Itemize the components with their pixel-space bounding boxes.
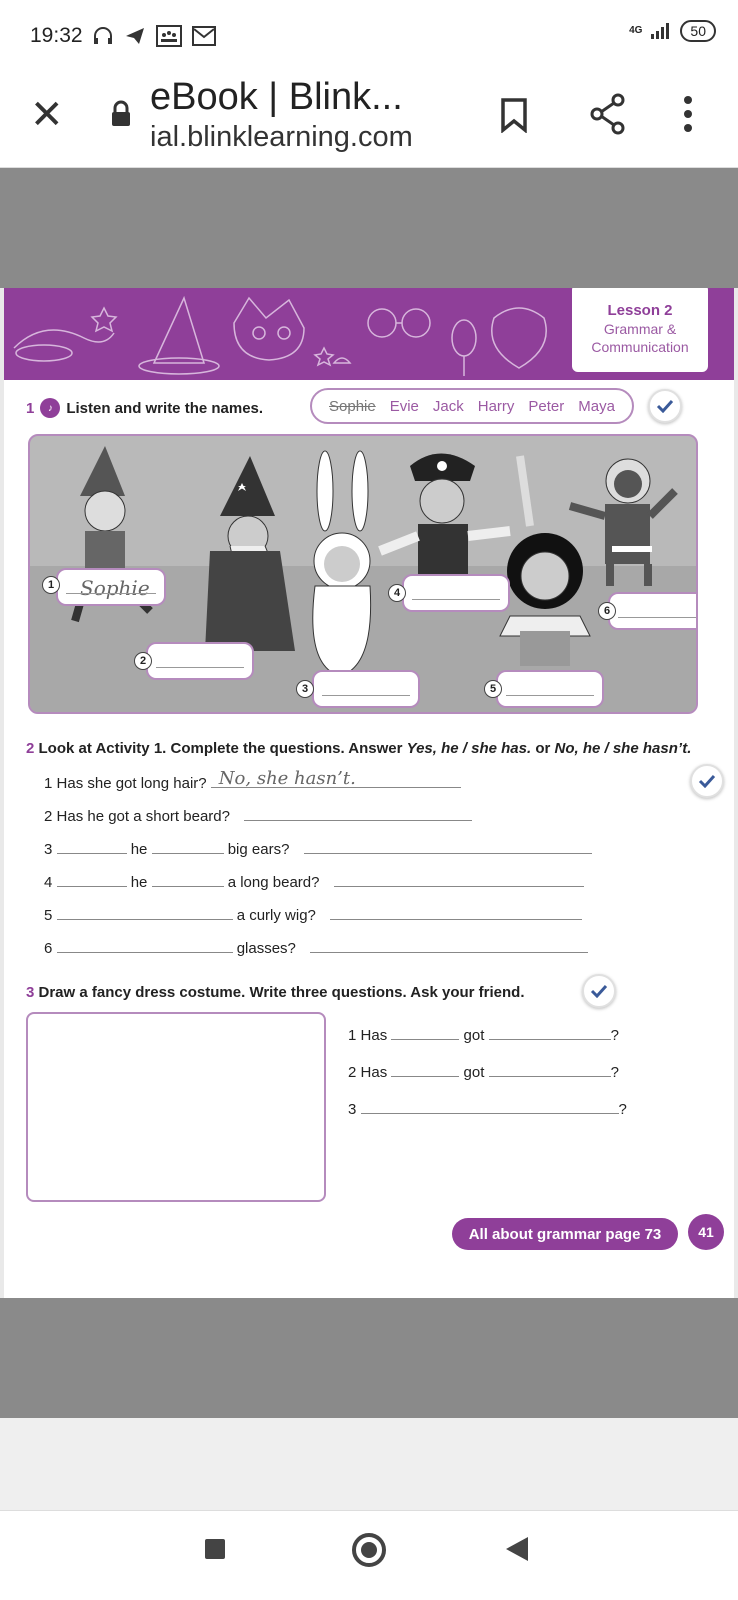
answer-box-1[interactable] xyxy=(56,568,166,606)
activity3-instruction: Draw a fancy dress costume. Write three questions. Ask your friend. xyxy=(38,984,525,1001)
activity2-check-button[interactable] xyxy=(690,764,724,798)
blank-verb[interactable] xyxy=(57,840,127,854)
back-button[interactable] xyxy=(506,1537,528,1561)
status-right xyxy=(629,20,716,42)
write-question-3 xyxy=(348,1100,627,1118)
signal-icon xyxy=(650,22,672,40)
box-number-6: 6 xyxy=(598,602,616,620)
question-text: Has he got a short beard? xyxy=(56,808,230,825)
more-options-icon[interactable] xyxy=(682,94,694,134)
network-type: 4G xyxy=(629,25,643,36)
answer-field-1[interactable] xyxy=(211,768,461,789)
question-mark: ? xyxy=(610,1064,619,1081)
gmail-icon xyxy=(192,26,216,46)
name-option: Peter xyxy=(528,397,565,415)
name-option: Jack xyxy=(432,397,464,415)
question-number: 1 xyxy=(348,1027,357,1044)
answer-1-handwritten: No, she hasn’t. xyxy=(218,768,356,789)
lesson-label-box xyxy=(572,288,708,372)
page-url[interactable]: ial.blinklearning.com xyxy=(150,121,413,153)
question-end: glasses? xyxy=(236,940,296,957)
status-bar xyxy=(0,0,738,70)
telegram-icon xyxy=(124,25,146,47)
box-number-3: 3 xyxy=(296,680,314,698)
blank-question[interactable] xyxy=(57,906,233,920)
activity1-check-button[interactable] xyxy=(648,389,682,423)
question-end: a long beard? xyxy=(227,874,320,891)
classroom-icon xyxy=(156,25,182,47)
answer-field-2[interactable] xyxy=(244,807,472,821)
activity3-heading xyxy=(26,984,525,1001)
browser-toolbar xyxy=(0,70,738,168)
answer-box-6[interactable] xyxy=(608,592,698,630)
write-question-1 xyxy=(348,1026,619,1044)
question-end: a curly wig? xyxy=(236,907,316,924)
box-number-4: 4 xyxy=(388,584,406,602)
question-row-2 xyxy=(44,807,472,825)
question-number: 2 xyxy=(348,1064,357,1081)
activity2-number: 2 xyxy=(26,740,35,757)
status-time: 19:32 xyxy=(30,24,83,47)
activity1-heading xyxy=(26,398,263,418)
question-number: 6 xyxy=(44,940,53,957)
question-mark: ? xyxy=(610,1027,619,1044)
answer-box-5[interactable] xyxy=(496,670,604,708)
blank-subject[interactable] xyxy=(391,1063,459,1077)
question-start: Has xyxy=(360,1027,388,1044)
activity2-instruction: Look at Activity 1. Complete the questions. Answer xyxy=(38,740,407,757)
question-mid: got xyxy=(463,1064,485,1081)
lesson-banner xyxy=(4,288,734,380)
lock-icon[interactable] xyxy=(110,100,132,128)
name-option: Sophie xyxy=(329,397,376,415)
lesson-topic-line1: Grammar & xyxy=(603,321,677,337)
question-row-6 xyxy=(44,939,588,957)
viewer-background-bottom xyxy=(0,1298,738,1418)
box-number-1: 1 xyxy=(42,576,60,594)
checkmark-icon xyxy=(656,399,674,413)
share-icon[interactable] xyxy=(588,92,628,136)
box-number-2: 2 xyxy=(134,652,152,670)
audio-icon[interactable]: ♪ xyxy=(40,398,60,418)
activity2-or: or xyxy=(531,740,555,757)
page-title[interactable]: eBook | Blink... xyxy=(150,76,403,118)
activity1-number: 1 xyxy=(26,399,35,417)
headphones-icon xyxy=(92,25,114,47)
question-row-3 xyxy=(44,840,592,858)
page-number: 41 xyxy=(688,1214,724,1250)
box-number-5: 5 xyxy=(484,680,502,698)
costume-illustration xyxy=(28,434,698,714)
checkmark-icon xyxy=(590,984,608,998)
question-start: Has xyxy=(360,1064,388,1081)
notification-icons xyxy=(92,23,216,49)
grammar-reference-button[interactable]: All about grammar page 73 xyxy=(452,1218,678,1250)
question-mark: ? xyxy=(618,1101,627,1118)
activity3-check-button[interactable] xyxy=(582,974,616,1008)
lesson-topic-line2: Communication xyxy=(591,339,689,355)
name-option: Maya xyxy=(578,397,615,415)
system-navigation-bar xyxy=(0,1510,738,1600)
answer-field-4[interactable] xyxy=(334,873,584,887)
question-row-1 xyxy=(44,768,461,792)
answer-1-text: Sophie xyxy=(80,576,150,600)
question-mid: got xyxy=(463,1027,485,1044)
activity3-number: 3 xyxy=(26,984,35,1001)
question-number: 2 xyxy=(44,808,53,825)
home-button[interactable] xyxy=(352,1533,386,1567)
banner-doodles xyxy=(4,288,564,380)
bookmark-icon[interactable] xyxy=(500,97,528,133)
blank-full-question[interactable] xyxy=(361,1100,619,1114)
blank-verb[interactable] xyxy=(57,873,127,887)
blank-object[interactable] xyxy=(489,1026,611,1040)
question-text: Has she got long hair? xyxy=(56,775,207,792)
question-number: 1 xyxy=(44,775,53,792)
blank-verb[interactable] xyxy=(152,840,224,854)
activity1-instruction: Listen and write the names. xyxy=(66,399,264,417)
question-number: 3 xyxy=(44,841,53,858)
write-question-2 xyxy=(348,1063,619,1081)
viewer-background xyxy=(0,168,738,288)
answer-field-6[interactable] xyxy=(310,939,588,953)
blank-object[interactable] xyxy=(489,1063,611,1077)
question-number: 3 xyxy=(348,1101,357,1118)
checkmark-icon xyxy=(698,774,716,788)
blank-verb[interactable] xyxy=(152,873,224,887)
lesson-number: Lesson 2 xyxy=(607,302,673,319)
answer-field-5[interactable] xyxy=(330,906,582,920)
battery-level: 50 xyxy=(680,20,716,42)
answer-box-3[interactable] xyxy=(312,670,420,708)
name-option: Harry xyxy=(477,397,515,415)
question-row-4 xyxy=(44,873,584,891)
viewer-footer-area xyxy=(0,1418,738,1510)
ebook-page xyxy=(4,288,734,1298)
blank-question[interactable] xyxy=(57,939,233,953)
answer-field-3[interactable] xyxy=(304,840,592,854)
question-end: big ears? xyxy=(227,841,290,858)
activity2-no-answer: No, he / she hasn’t. xyxy=(554,740,692,757)
question-word: he xyxy=(130,841,148,858)
close-icon[interactable]: ✕ xyxy=(30,93,64,137)
activity2-yes-answer: Yes, he / she has. xyxy=(406,740,532,757)
blank-subject[interactable] xyxy=(391,1026,459,1040)
question-number: 5 xyxy=(44,907,53,924)
name-option: Evie xyxy=(389,397,419,415)
answer-box-2[interactable] xyxy=(146,642,254,680)
drawing-area[interactable] xyxy=(26,1012,326,1202)
question-number: 4 xyxy=(44,874,53,891)
name-bank xyxy=(310,388,634,424)
answer-box-4[interactable] xyxy=(402,574,510,612)
question-word: he xyxy=(130,874,148,891)
activity2-heading xyxy=(26,740,691,757)
recents-button[interactable] xyxy=(205,1539,225,1559)
question-row-5 xyxy=(44,906,582,924)
